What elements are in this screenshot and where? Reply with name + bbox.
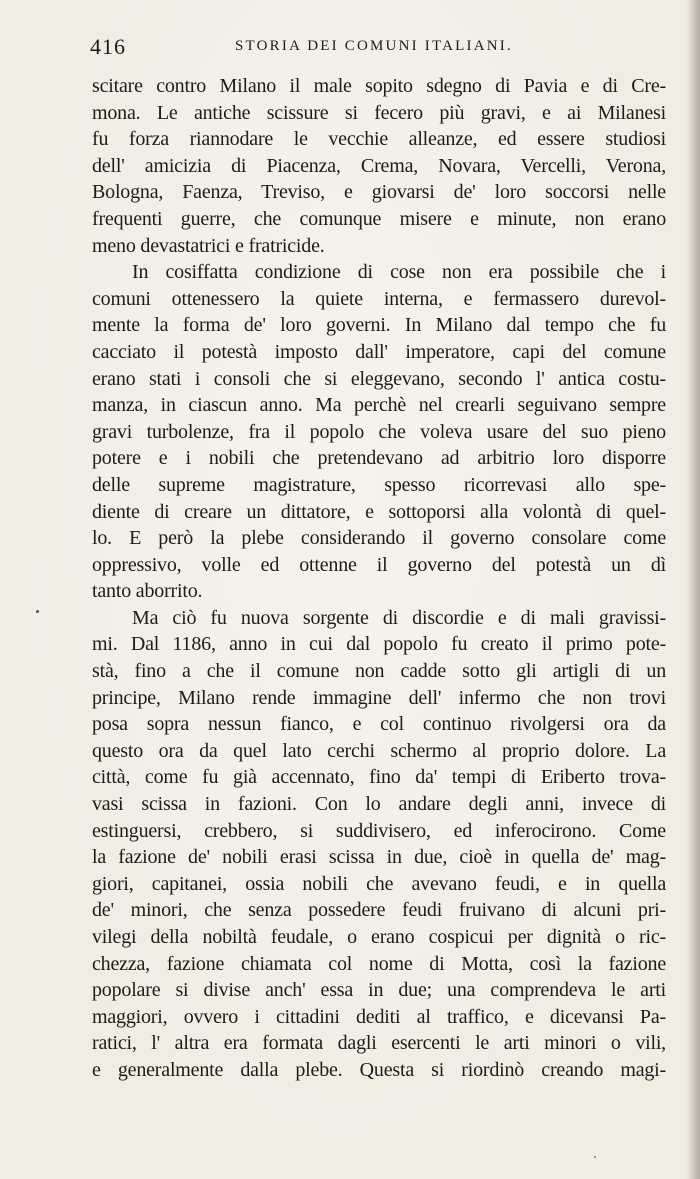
- text-line: mi. Dal 1186, anno in cui dal popolo fu creato il primo pote-: [92, 633, 666, 656]
- page-edge-shadow: [686, 0, 700, 1179]
- text-line: scitare contro Milano il male sopito sdegno di Pavia e di Cre-: [92, 75, 666, 97]
- text-line: giori, capitanei, ossia nobili che avevano feudi, e in quella: [92, 872, 666, 895]
- text-line: oppressivo, volle ed ottenne il governo del potestà un dì: [92, 553, 666, 576]
- text-line: città, come fu già accennato, fino da' tempi di Eriberto trova-: [92, 766, 666, 789]
- body-text: [92, 73, 666, 1084]
- text-line: tanto aborrito.: [92, 580, 203, 603]
- text-line: manza, in ciascun anno. Ma perchè nel crearli seguivano sempre: [92, 394, 666, 417]
- text-line: vilegi della nobiltà feudale, o erano cospicui per dignità o ric-: [92, 926, 666, 948]
- text-line: diente di creare un dittatore, e sottoporsi alla volontà di quel-: [92, 500, 666, 523]
- text-line: cacciato il potestà imposto dall' imperatore, capi del comune: [92, 340, 666, 363]
- text-line: lo. E però la plebe considerando il governo consolare come: [92, 527, 666, 550]
- text-line: frequenti guerre, che comunque misere e minute, non erano: [92, 207, 666, 230]
- page-number: 416: [90, 34, 126, 59]
- text-line: maggiori, ovvero i cittadini dediti al traffico, e dicevansi Pa-: [92, 1005, 666, 1028]
- text-line: posa sopra nessun fianco, e col continuo rivolgersi ora da: [92, 713, 666, 736]
- text-line: mona. Le antiche scissure si fecero più gravi, e ai Milanesi: [92, 101, 666, 124]
- paragraph-start-line: In cosiffatta condizione di cose non era possibile che i: [132, 261, 666, 284]
- text-line: ratici, l' altra era formata dagli esercenti le arti minori o vili,: [92, 1032, 666, 1055]
- text-line: fu forza riannodare le vecchie alleanze, ed essere studiosi: [92, 128, 666, 151]
- text-line: e generalmente dalla plebe. Questa si riordinò creando magi-: [92, 1058, 666, 1081]
- margin-speck: [36, 610, 39, 613]
- text-line: mente la forma de' loro governi. In Milano dal tempo che fu: [92, 314, 666, 337]
- text-line: estinguersi, crebbero, si suddivisero, ed inferocirono. Come: [92, 819, 666, 842]
- page-header: [90, 34, 665, 62]
- text-line: erano stati i consoli che si eleggevano, secondo l' antica costu-: [92, 367, 666, 390]
- text-line: stà, fino a che il comune non cadde sotto gli artigli di un: [92, 660, 666, 683]
- paragraph-start-line: Ma ciò fu nuova sorgente di discordie e di mali gravissi-: [132, 606, 666, 629]
- text-line: questo ora da quel lato cerchi schermo al proprio dolore. La: [92, 739, 666, 762]
- text-line: la fazione de' nobili erasi scissa in due, cioè in quella de' mag-: [92, 846, 666, 869]
- text-line: vasi scissa in fazioni. Con lo andare degli anni, invece di: [92, 793, 666, 816]
- text-line: chezza, fazione chiamata col nome di Motta, così la fazione: [92, 952, 666, 975]
- text-line: dell' amicizia di Piacenza, Crema, Novara, Vercelli, Verona,: [92, 154, 666, 177]
- running-title: STORIA DEI COMUNI ITALIANI.: [235, 38, 513, 54]
- text-line: comuni ottenessero la quiete interna, e fermassero durevol-: [92, 287, 666, 310]
- text-line: principe, Milano rende immagine dell' infermo che non trovi: [92, 686, 666, 709]
- text-line: potere e i nobili che pretendevano ad arbitrio loro disporre: [92, 447, 666, 470]
- text-line: Bologna, Faenza, Treviso, e giovarsi de' loro soccorsi nelle: [92, 181, 666, 204]
- text-line: delle supreme magistrature, spesso ricorrevasi allo spe-: [92, 473, 666, 496]
- text-line: popolare si divise anch' essa in due; una comprendeva le arti: [92, 979, 666, 1002]
- text-line: de' minori, che senza possedere feudi fruivano di alcuni pri-: [92, 899, 666, 922]
- margin-speck: [594, 1156, 596, 1158]
- text-line: meno devastatrici e fratricide.: [92, 234, 325, 257]
- text-line: gravi turbolenze, fra il popolo che voleva usare del suo pieno: [92, 420, 666, 443]
